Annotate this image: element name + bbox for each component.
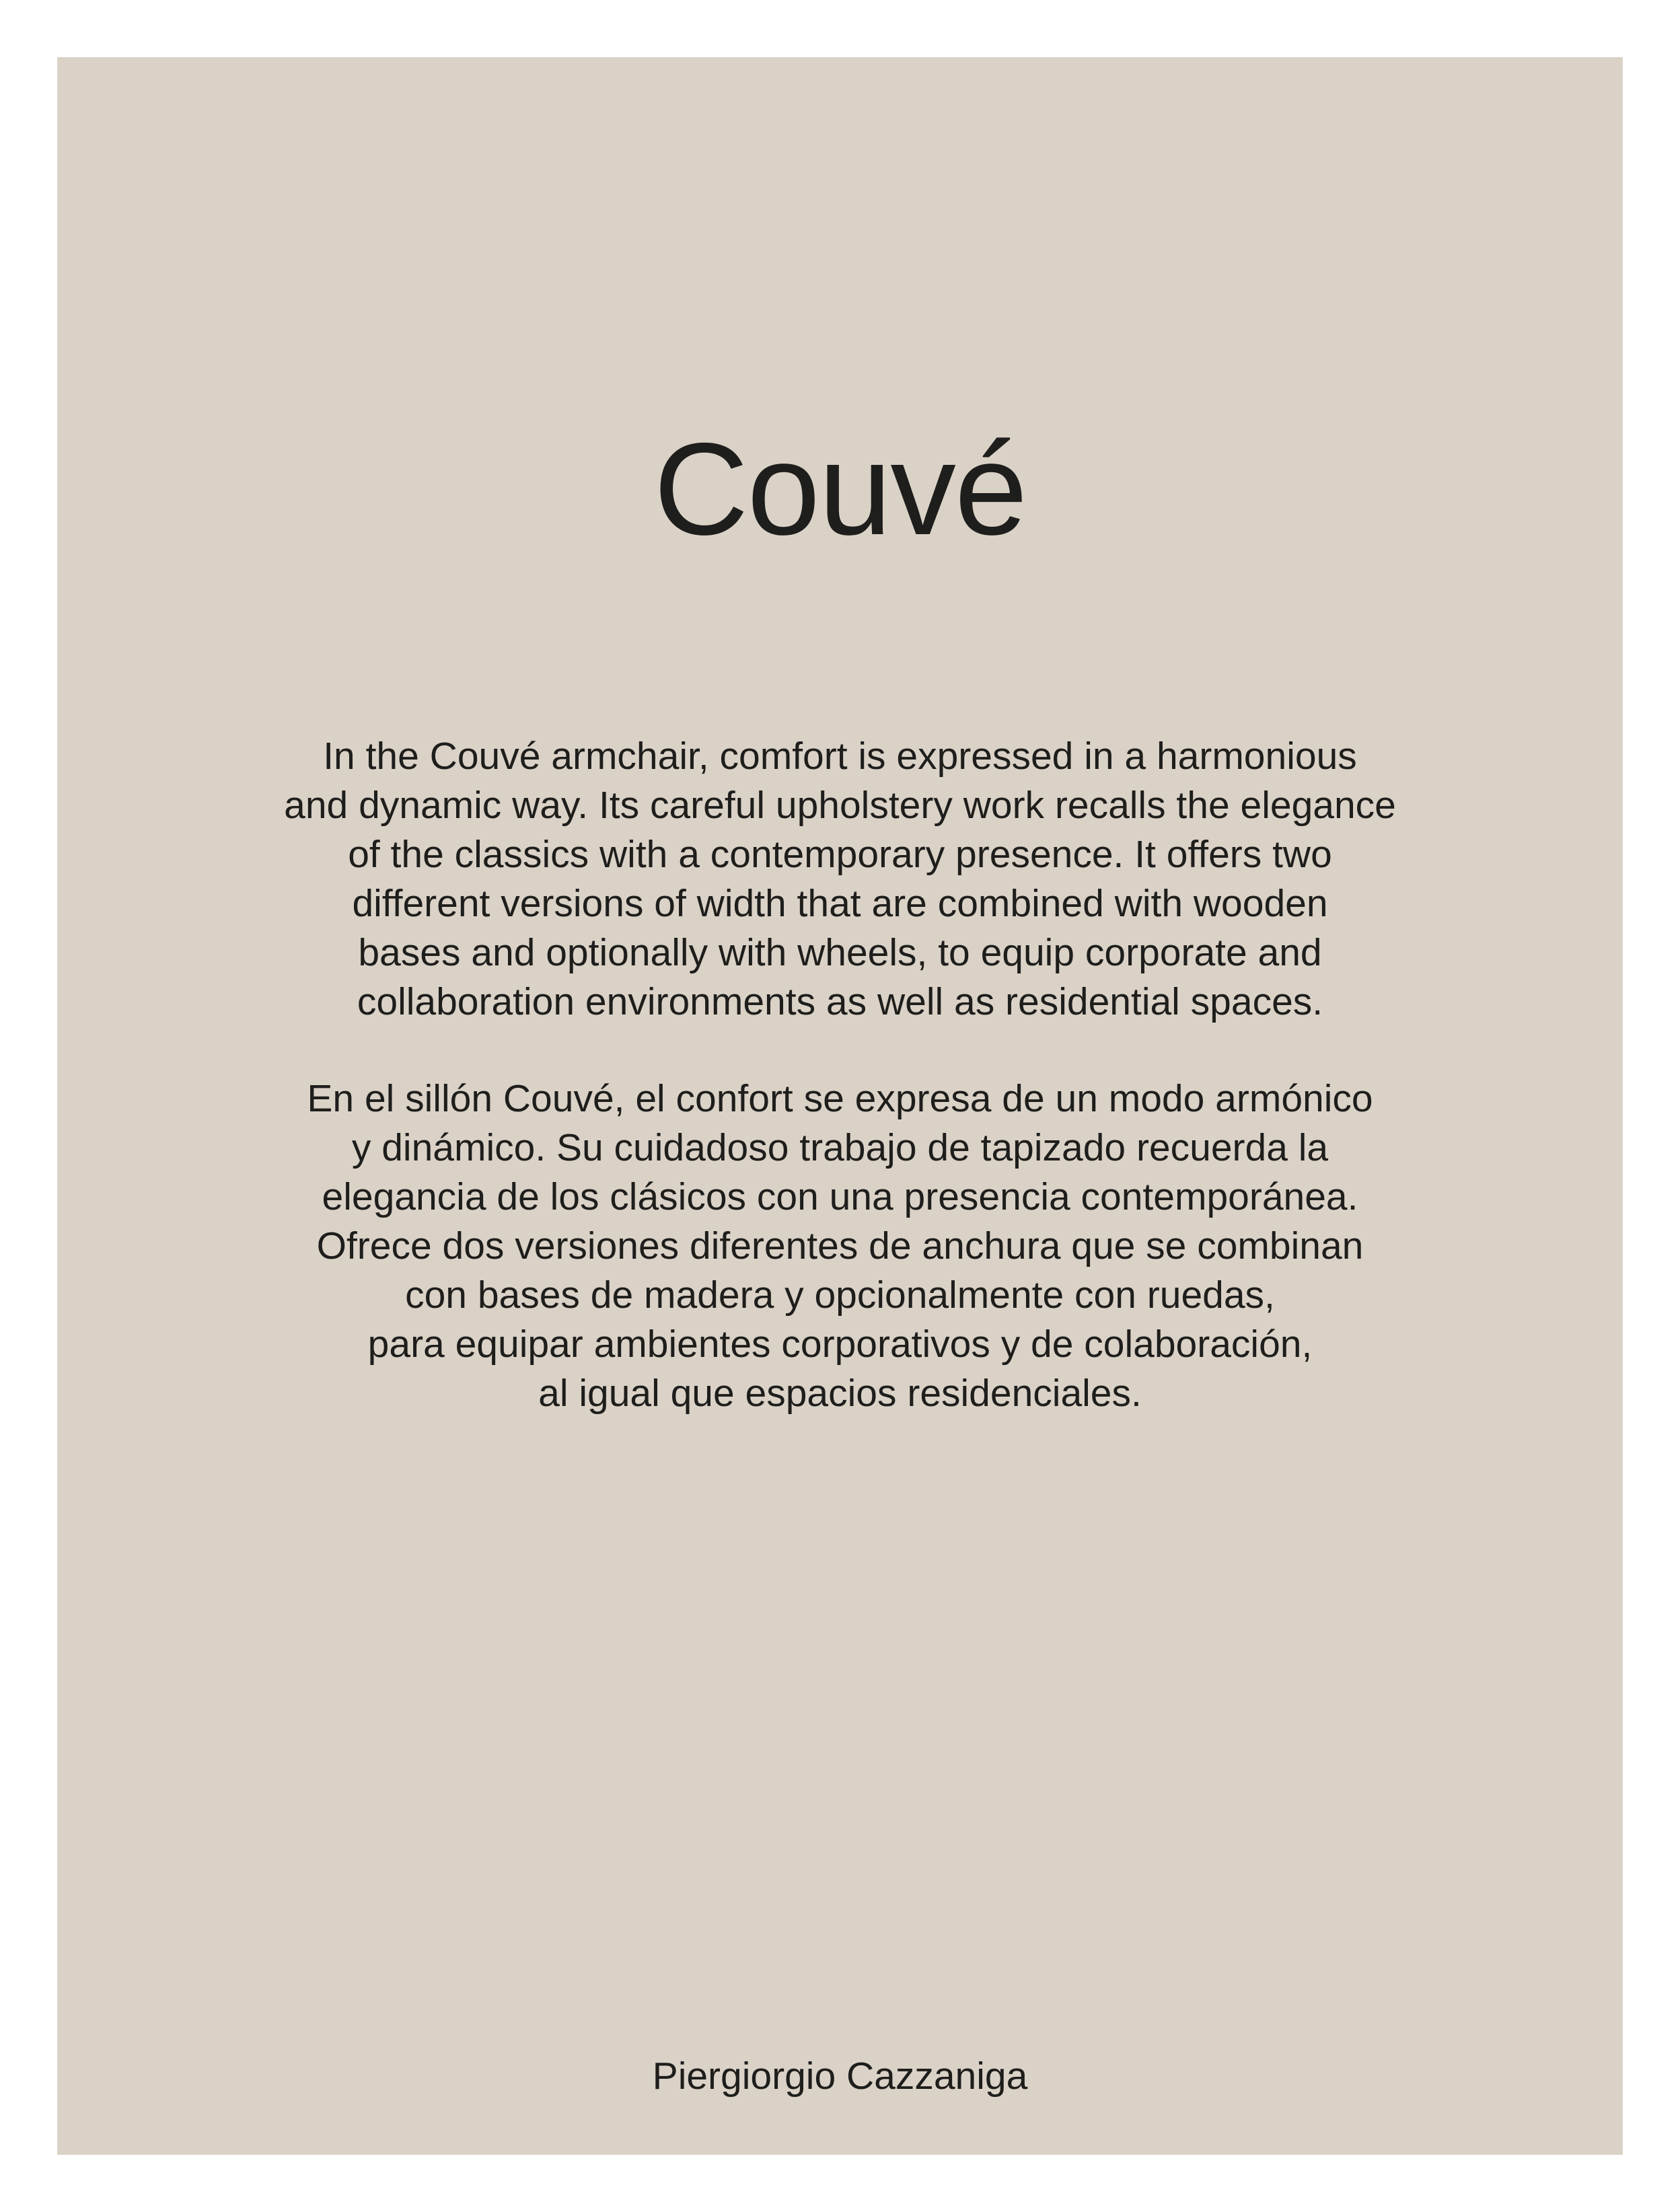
description-en-line: and dynamic way. Its careful upholstery work recalls the elegance bbox=[284, 784, 1396, 827]
description-en-line: of the classics with a contemporary presence. It offers two bbox=[348, 833, 1332, 876]
designer-name: Piergiorgio Cazzaniga bbox=[652, 2055, 1028, 2098]
description-es-line: al igual que espacios residenciales. bbox=[538, 1372, 1142, 1415]
description-english bbox=[158, 732, 1522, 1027]
description-es-line: elegancia de los clásicos con una presencia contemporánea. bbox=[322, 1175, 1358, 1218]
description-spanish bbox=[158, 1074, 1522, 1418]
description-en-line: In the Couvé armchair, comfort is expressed in a harmonious bbox=[323, 735, 1357, 778]
description-es-line: para equipar ambientes corporativos y de colaboración, bbox=[367, 1323, 1313, 1366]
description-es-line: y dinámico. Su cuidadoso trabajo de tapizado recuerda la bbox=[351, 1126, 1329, 1169]
page-title: Couvé bbox=[653, 416, 1027, 562]
description-es-line: Ofrece dos versiones diferentes de anchura que se combinan bbox=[316, 1224, 1364, 1267]
description-en-line: bases and optionally with wheels, to equip corporate and bbox=[358, 931, 1322, 974]
description-en-line: collaboration environments as well as residential spaces. bbox=[357, 980, 1323, 1023]
description-es-line: En el sillón Couvé, el confort se expresa de un modo armónico bbox=[307, 1077, 1373, 1120]
description-es-line: con bases de madera y opcionalmente con ruedas, bbox=[405, 1274, 1275, 1317]
page-panel bbox=[57, 57, 1623, 2155]
description-en-line: different versions of width that are combined with wooden bbox=[352, 882, 1328, 925]
